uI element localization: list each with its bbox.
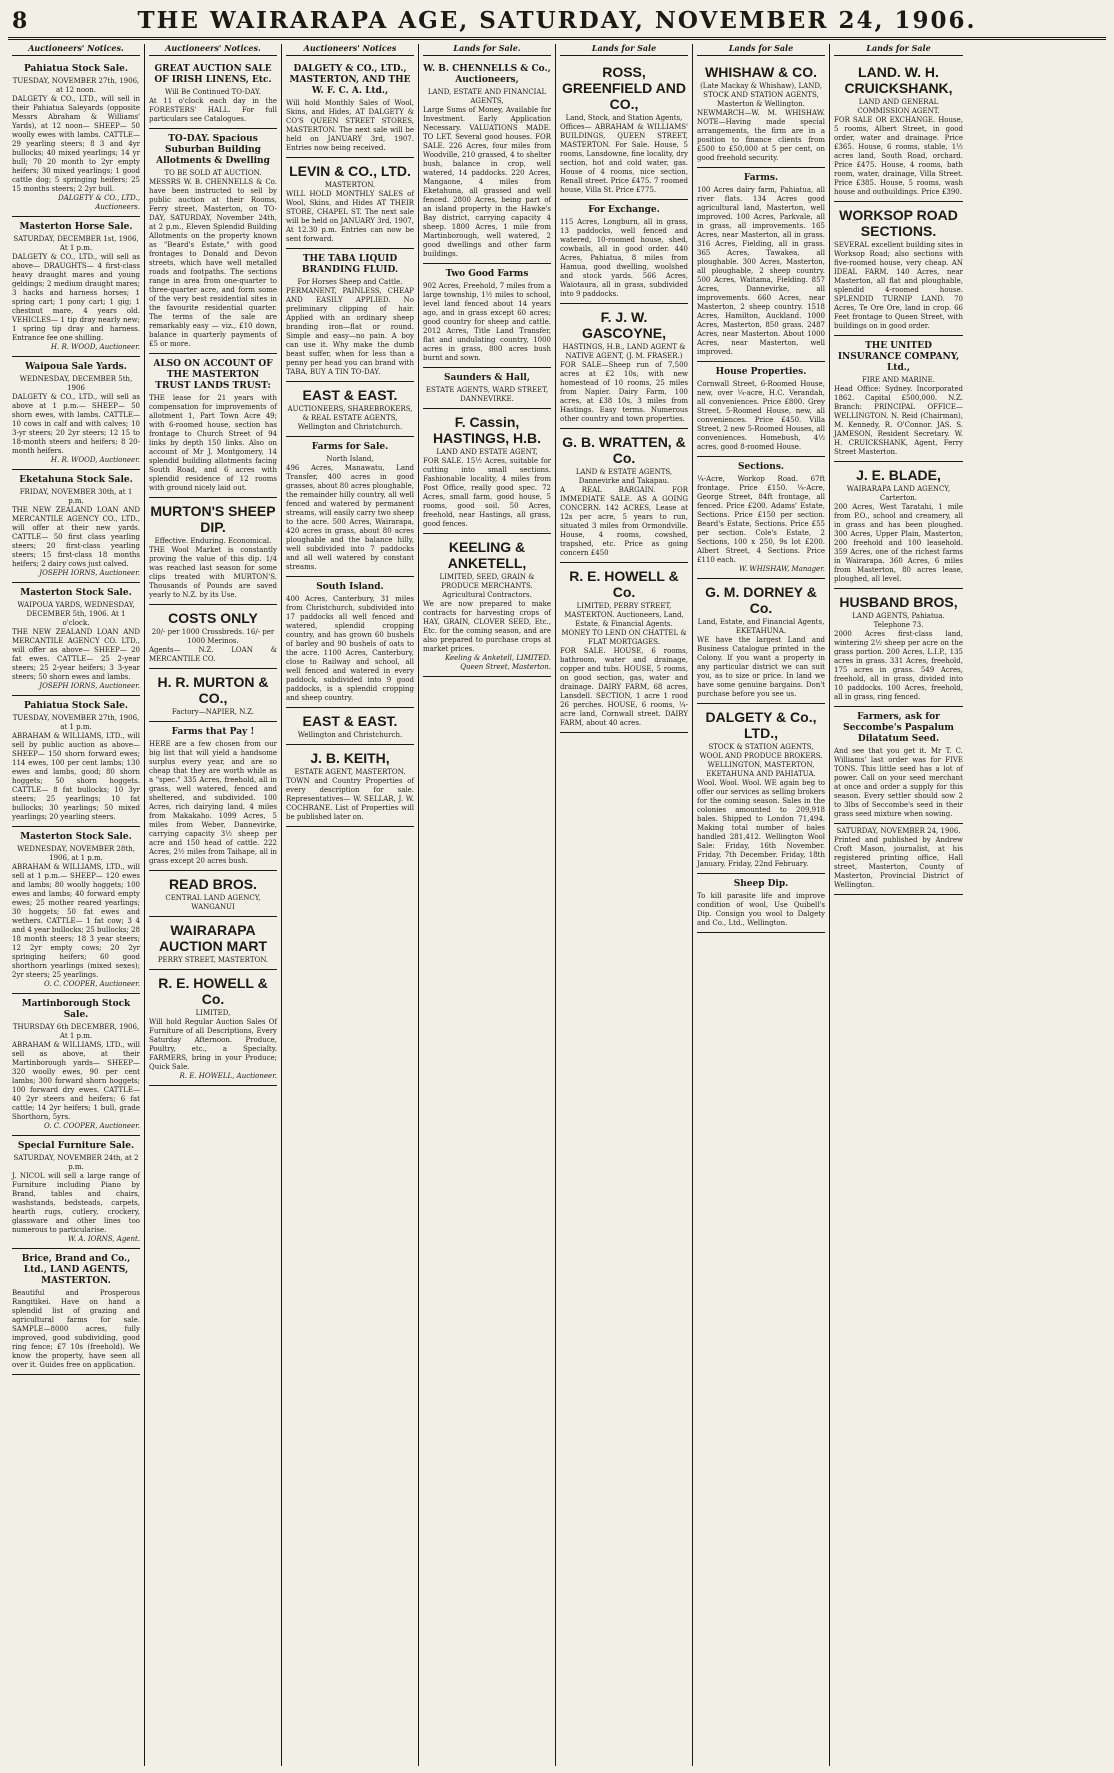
advertisement: [423, 368, 551, 409]
advertisement: [12, 217, 140, 357]
ad-body: DALGETY & CO., LTD., will sell as above— DRAUGHTS— 4 first-class heavy draught mares and young geldings; 2 medium draught mares; 3 hacks and harness horses; 1 spring cart; 1 pony cart; 1 gig; 1 chestnut mare, 4 years old. VEHICLES— 1 tip dray nearly new; 1 spring tip dray and harness. Entrance fee one shilling.: [12, 253, 140, 342]
ad-subheading: MASTERTON.: [324, 181, 376, 189]
ad-subheading: North Island,: [326, 455, 374, 463]
ad-body: DALGETY & CO., LTD., will sell as above at 1 p.m.— SHEEP— 50 shorn ewes, with lambs. CATTLE— 10 cows in calf and with calves; 10 3-yr steers; 20 2yr steers; 12 15 to 18-month steers and heifers; 8 20-month heifers.: [12, 393, 140, 455]
ad-body: 496 Acres, Manawatu, Land Transfer, 400 acres in good grasses, about 80 acres ploughable, the remainder hilly country, all well fenced and watered by permanent streams, will easily carry two sheep to the acre. 500 Acres, Wairarapa, 420 acres in grass, about 80 acres ploughable and the balance hilly, well subdivided into 7 paddocks and all well watered by constant streams.: [286, 464, 415, 571]
ad-heading: MURTON'S SHEEP DIP.: [150, 503, 276, 535]
ad-subheading: FIRE AND MARINE.: [862, 376, 935, 384]
advertisement: [149, 605, 277, 669]
ad-body: THE lease for 21 years with compensation for improvements of allotment 1, Part Town Acre 49; with 6-roomed house, section has frontage to Church Street of 94 links by depth 150 links. Also on account of Mr J. Montgomery, 14 splendid building allotments facing South Road, and 6 acres with splendid residence of 12 rooms with ground nicely laid out.: [149, 394, 277, 492]
ad-subheading: Land, Estate, and Financial Agents, EKETAHUNA.: [697, 618, 825, 635]
ad-subheading: HASTINGS, H.B., LAND AGENT & NATIVE AGENT, (J. M. FRASER.): [562, 343, 686, 360]
advertisement: [560, 304, 688, 429]
advertisement: [286, 577, 414, 708]
ad-subheading: LAND, ESTATE AND FINANCIAL AGENTS,: [427, 88, 547, 105]
ad-subheading: ESTATE AGENT, MASTERTON.: [294, 768, 406, 776]
ad-heading: H. R. MURTON & CO.,: [157, 674, 269, 706]
ad-body: 902 Acres, Freehold, 7 miles from a large township, 1½ miles to school, level land fenced about 14 years ago, and in grass except 60 acres; good country for sheep and cattle. 2012 Acres, Title Land Transfer, flat and undulating country, 1000 acres in grass, 800 acres bush burnt and sown.: [423, 282, 551, 362]
ad-subheading: WEDNESDAY, NOVEMBER 28th, 1906, at 1 p.m.: [17, 845, 135, 862]
ad-subheading: Land, Stock, and Station Agents,: [565, 114, 683, 122]
ad-subheading: Effective. Enduring. Economical.: [154, 537, 272, 545]
advertisement: [12, 1249, 140, 1375]
advertisement: [149, 354, 277, 498]
advertisement: [423, 409, 551, 534]
ad-heading: Pahiatua Stock Sale.: [24, 64, 128, 74]
ad-body: THE NEW ZEALAND LOAN AND MERCANTILE AGENCY CO. LTD., will offer as above— SHEEP— 20 fat ewes. CATTLE— 25 2-year steers; 25 2-year heifers; 3 3-year steers; 50 shorn ewes and lambs.: [12, 628, 140, 681]
ad-body: TOWN and Country Properties of every description for sale. Representatives— W. SELLAR, J. W. COCHRANE. List of Properties will be published later on.: [286, 777, 414, 821]
ad-heading: Waipoua Sale Yards.: [25, 362, 127, 372]
advertisement: [834, 202, 963, 336]
ad-body: 400 Acres, Canterbury, 31 miles from Christchurch, subdivided into 17 paddocks all well fenced and watered, splendid cropping country, and has grown 60 bushels of barley and 90 bushels of oats to the acre. 1100 Acres, Canterbury, close to Railway and school, all well fenced and watered in every paddock, subdivided into 9 good paddocks, is a splendid cropping and sheep country.: [286, 595, 414, 702]
ad-signature: H. R. WOOD, Auctioneer.: [50, 456, 140, 464]
ad-heading: LEVIN & CO., LTD.: [289, 163, 411, 179]
ad-heading: Farms that Pay !: [171, 727, 255, 737]
advertisement: [697, 874, 825, 933]
advertisement: [697, 457, 825, 579]
ad-subheading: LAND AND GENERAL COMMISSION AGENT.: [857, 98, 940, 115]
ad-body: A REAL BARGAIN. FOR IMMEDIATE SALE. AS A GOING CONCERN. 142 ACRES, Lease at 12s per acre, 5 years to run, situated 3 miles from Ormondville. House, 4 rooms, cowshed, trapshed, etc. Price as going concern £450: [560, 486, 688, 557]
ad-subheading: AUCTIONEERS, SHAREBROKERS, & REAL ESTATE AGENTS, Wellington and Christchurch.: [287, 405, 413, 431]
advertisement: [149, 722, 277, 871]
ad-subheading: TO BE SOLD AT AUCTION.: [164, 169, 262, 177]
ad-heading: Masterton Stock Sale.: [20, 832, 132, 842]
ad-body: Beautiful and Prosperous Rangitikei. Have on hand a splendid list of grazing and agricultural farms for sale. SAMPLE—8000 acres, fully improved, good subdividing, good ring fence; £7 10s (freehold). We know the property, have seen all over it. Guides free on application.: [12, 1289, 140, 1369]
ad-heading: GREAT AUCTION SALE OF IRISH LINENS, Etc.: [154, 64, 272, 85]
advertisement: [286, 59, 414, 158]
advertisement: [834, 462, 963, 589]
advertisement: [560, 200, 688, 304]
ad-heading: Farms for Sale.: [311, 442, 389, 452]
ad-signature: JOSEPH IORNS, Auctioneer.: [39, 569, 140, 577]
advertisement: [834, 336, 963, 462]
ad-body: At 11 o'clock each day in the FORESTERS' HALL. For full particulars see Catalogues.: [149, 97, 277, 123]
ad-subheading: SATURDAY, DECEMBER 1st, 1906, At 1 p.m.: [13, 235, 139, 252]
ad-heading: WAIRARAPA AUCTION MART: [158, 922, 268, 954]
ad-subheading: ESTATE AGENTS, WARD STREET, DANNEVIRKE.: [425, 386, 549, 403]
advertisement: [423, 59, 551, 264]
advertisement: [697, 704, 825, 874]
advertisement: [834, 589, 963, 707]
ad-heading: TO-DAY. Spacious Suburban Building Allotments & Dwelling: [156, 134, 270, 166]
ad-heading: F. Cassin, HASTINGS, H.B.: [432, 414, 542, 446]
ad-body: Head Office: Sydney. Incorporated 1862. Capital £500,000. N.Z. Branch: PRINCIPAL OFFICE—WELLINGTON. N. Reid (Chairman), M. Kennedy, R. O'Connor. JAS. S. JAMESON, Resident Secretary. W. H. CRUICKSHANK, Agent, Ferry Street Masterton.: [834, 385, 963, 456]
ad-heading: EAST & EAST.: [302, 387, 398, 403]
ad-heading: W. B. CHENNELLS & Co., Auctioneers,: [423, 64, 551, 85]
ad-body: PERMANENT, PAINLESS, CHEAP AND EASILY APPLIED. No preliminary clipping of hair. Applied with an ordinary sheep branding iron—flat or round. Simple and easy—no pain. A boy can use it. Why make the dumb beast suffer, when for less than a penny per head you can brand with TABA, BUY A TIN TO-DAY.: [286, 287, 414, 376]
ad-signature: W. WHISHAW, Manager.: [738, 565, 825, 573]
ad-heading: WHISHAW & CO.: [705, 64, 817, 80]
columns: [8, 44, 1106, 1766]
ad-body: Printed and published by Andrew Croft Mason, journalist, at his registered printing office, Hall street, Masterton, County of Masterton, Provincial District of Wellington.: [834, 836, 963, 889]
ad-heading: J. B. KEITH,: [310, 750, 390, 766]
advertisement: [286, 158, 414, 249]
advertisement: [560, 429, 688, 563]
ad-heading: Farms.: [743, 173, 779, 183]
advertisement: [149, 970, 277, 1086]
ad-subheading: SATURDAY, NOVEMBER 24th, at 2 p.m.: [13, 1154, 139, 1171]
masthead: [8, 6, 1106, 40]
ad-subheading: (Late Mackay & Whishaw), LAND, STOCK AND STATION AGENTS, Masterton & Wellington.: [700, 82, 822, 108]
ad-body: 115 Acres, Longburn, all in grass, 13 paddocks, well fenced and watered, 10-roomed house, shed, cowbails, all in good order. 440 Acres, Pahiatua, 8 miles from Hamua, good dwelling, woolshed and stock yards. 566 Acres, Waiotaura, all in grass, subdivided into 9 paddocks.: [560, 218, 688, 298]
advertisement: [149, 871, 277, 917]
ad-body: Will hold Regular Auction Sales Of Furniture of all Descriptions, Every Saturday Afternoon. Produce, Poultry, etc., a Specialty. FARMERS, bring in your Produce; Quick Sale.: [149, 1018, 277, 1071]
newspaper-title: THE WAIRARAPA AGE, SATURDAY, NOVEMBER 24, 1906.: [137, 7, 977, 34]
ad-body: MESSRS W. B. CHENNELLS & Co. have been instructed to sell by public auction at their Rooms, Ferry street, Masterton, on TO-DAY, SATURDAY, November 24th, at 2 p.m., Eleven Splendid Building Allotments on the property known as "Beard's Estate," with good frontages to Donald and Devon streets, which have well metalled roads and footpaths. The sections range in area from one-quarter to three-quarter acre, and form some of the very best residential sites in the favourite residential quarter. The terms of the sale are remarkably easy — viz., £10 down, balance in quarterly payments of £5 or more.: [149, 178, 277, 348]
advertisement: [697, 59, 825, 168]
column-header: Lands for Sale: [560, 44, 688, 56]
ad-body: And see that you get it. Mr T. C. Williams' last order was for FIVE TONS. This little seed has a lot of power. Call on your seed merchant at once and order a supply for this season. Every settler should sow 2 to 3lbs of Seccombe's seed in their grass seed mixture when sowing.: [834, 747, 963, 818]
advertisement: [286, 708, 414, 745]
column-header: Auctioneers' Notices.: [12, 44, 140, 56]
advertisement: [12, 470, 140, 583]
ad-heading: DALGETY & Co., LTD.,: [705, 709, 817, 741]
ad-heading: R. E. HOWELL & Co.: [569, 568, 679, 600]
advertisement: [697, 579, 825, 704]
ad-signature: H. R. WOOD, Auctioneer.: [50, 343, 140, 351]
ad-heading: Eketahuna Stock Sale.: [19, 475, 133, 485]
advertisement: [12, 1136, 140, 1249]
ad-subheading: LAND AND ESTATE AGENT,: [436, 448, 538, 456]
advertisement: [149, 917, 277, 970]
advertisement: [286, 382, 414, 437]
advertisement: [834, 707, 963, 824]
ad-body: NEWMARCH—W. M. WHISHAW. NOTE—Having made special arrangements, the firm are in a position to finance clients from £500 to £50,000 at 5 per cent, on good freehold security.: [697, 109, 825, 162]
ad-heading: For Exchange.: [588, 205, 660, 215]
ad-heading: WORKSOP ROAD SECTIONS.: [839, 207, 958, 239]
ad-body: FOR SALE. HOUSE, 6 rooms, bathroom, water and drainage, copper and tubs. HOUSE, 5 rooms, on good section, gas, water and drainage. DAIRY FARM, 68 acres, Lansdell. SECTION, 1 acre 1 rood 26 perches. HOUSE, 6 rooms, ¼-acre land, Cornwall street. DAIRY FARM, about 40 acres.: [560, 647, 688, 727]
advertisement: [286, 249, 414, 382]
ad-heading: HUSBAND BROS,: [839, 594, 958, 610]
ad-subheading: LIMITED, PERRY STREET, MASTERTON. Auctioneers, Land, Estate, & Financial Agents. MONEY TO LEND ON CHATTEL & FLAT MORTGAGES.: [561, 602, 687, 646]
column-header: Auctioneers' Notices: [286, 44, 414, 56]
ad-heading: Brice, Brand and Co., Ltd., LAND AGENTS, MASTERTON.: [21, 1254, 131, 1286]
ad-heading: Sections.: [737, 462, 785, 472]
advertisement: [12, 994, 140, 1136]
ad-heading: J. E. BLADE,: [856, 467, 941, 483]
ad-heading: COSTS ONLY: [168, 610, 258, 626]
ad-body: FOR SALE OR EXCHANGE. House, 5 rooms, Albert Street, in good order, water and drainage. Price £365. House, 6 rooms, stable, 1½ acres land, South Road, orchard. Price £475. House, 4 rooms, bath room, water, drainage, Villa Street. Price £385. House, 5 rooms, wash house and outbuildings. Price £390.: [834, 116, 963, 196]
ad-heading: Masterton Stock Sale.: [20, 588, 132, 598]
ad-subheading: Factory—NAPIER, N.Z.: [171, 708, 255, 716]
column-5: [556, 44, 693, 1766]
ad-body: THE NEW ZEALAND LOAN AND MERCANTILE AGENCY CO., LTD., will offer at their new yards. CATTLE— 50 first class yearling steers; 20 first-class yearling steers; 15 first-class 18 months heifers; 2 dairy cows just calved.: [12, 506, 140, 568]
advertisement: [149, 498, 277, 605]
column-6: [693, 44, 830, 1766]
ad-heading: South Island.: [316, 582, 384, 592]
ad-heading: Pahiatua Stock Sale.: [24, 701, 128, 711]
ad-signature: DALGETY & CO., LTD., Auctioneers.: [58, 194, 140, 211]
ad-subheading: LAND & ESTATE AGENTS, Dannevirke and Takapau.: [575, 468, 673, 485]
ad-heading: Masterton Horse Sale.: [19, 222, 133, 232]
ad-body: 2000 Acres first-class land, wintering 2½ sheep per acre on the grass portion. 200 Acres, L.I.P., 135 acres in grass. 331 Acres, freehold, 175 acres in grass. 549 Acres, freehold, all in grass, divided into 10 paddocks. 100 Acres, freehold, all in grass, ring fenced.: [834, 630, 963, 701]
column-7: [830, 44, 967, 1766]
ad-body: HERE are a few chosen from our big list that will yield a handsome surplus every year, and are so cheap that they are worth while as a "spec." 335 Acres, freehold, all in grass, well watered, fenced and sheltered, and subdivided. 100 Acres, rich dairying land, 4 miles from Makakaho. 1099 Acres, 5 miles from Weber, Dannevirke, carrying capacity 3½ sheep per acre and 150 head of cattle. 222 Acres, 2½ miles from Taihape, all in grass except 20 acres bush.: [149, 740, 277, 865]
advertisement: [560, 59, 688, 200]
ad-subheading: TUESDAY, NOVEMBER 27th, 1906, at 12 noon.: [12, 77, 140, 94]
advertisement: [286, 437, 414, 577]
advertisement: [697, 168, 825, 362]
ad-body: FOR SALE—Sheep run of 7,500 acres at £2 10s, with new homestead of 10 rooms, 25 miles from Napier. Dairy Farm, 100 acres, at £38 10s, 3 miles from Hastings. Easy terms. Numerous other country and town properties.: [560, 361, 688, 423]
ad-body: ABRAHAM & WILLIAMS, LTD., will sell at 1 p.m.— SHEEP— 120 ewes and lambs; 80 woolly hoggets; 100 ewes and lambs; 40 forward empty ewes; 25 mother reared yearlings; 30 hoggets; 50 fat ewes and wethers. CATTLE— 1 fat cow; 3 4 and 4 year bullocks; 25 bullocks; 28 18 month steers; 18 3 year steers; 12 2yr empty cows; 20 2yr springing heifers; 60 good shorthorn yearlings (mixed sexes); 2yr steers; 25 yearlings.: [12, 863, 140, 979]
ad-body: SEVERAL excellent building sites in Worksop Road; also sections with five-roomed house, very cheap. AN IDEAL FARM. 140 Acres, near Masterton, all flat and ploughable, splendid 4-roomed house. SPLENDID TURNIP LAND. 70 Acres, Te Ore Ore, land in crop. 66 Feet frontage to Queen Street, with buildings on in good order.: [834, 241, 963, 330]
ad-body: Cornwall Street, 6-Roomed House, new, over ¼-acre, H.C. Verandah, all conveniences. Price £800. Grey Street, 5-Roomed House, new, all conveniences. Price £450. Villa Street, 2 new 5-Roomed Houses, all conveniences. Homebush, 4½ acres, good 8-roomed House.: [697, 380, 825, 451]
page-number: 8: [12, 8, 28, 34]
column-header: Auctioneers' Notices.: [149, 44, 277, 56]
advertisement: [423, 264, 551, 368]
ad-body: WE have the largest Land and Business Catalogue printed in the Colony. If you want a property in any particular district we can suit you, as to size or price. In land we have some genuine bargains. Don't purchase before you see us.: [697, 636, 825, 698]
ad-body: Wool. Wool. Wool. WE again beg to offer our services as selling brokers for the coming season. Sales in the colonies amounted to 209,918 bales. Shipped to London 71,494. Making total number of bales handled 281,412. Wellington Wool Sale: Friday, 16th November. Friday, 7th December. Friday, 18th January. Friday, 22nd February.: [697, 779, 825, 868]
ad-subheading: WEDNESDAY, DECEMBER 5th, 1906: [19, 375, 133, 392]
ad-subheading: THURSDAY 6th DECEMBER, 1906, At 1 p.m.: [12, 1023, 140, 1040]
ad-signature: O. C. COOPER, Auctioneer.: [43, 1122, 140, 1130]
ad-body: ABRAHAM & WILLIAMS, LTD., will sell by public auction as above— SHEEP— 150 shorn forward ewes; 114 ewes, 100 per cent lambs; 130 ewes and lambs, good; 80 shorn hoggets; 50 shorn hoggets. CATTLE— 8 fat bullocks; 10 3yr steers; 25 yearlings; 10 fat bullocks; 30 yearlings; 50 mixed yearlings; 20 yearling steers.: [12, 732, 140, 821]
ad-heading: Two Good Farms: [445, 269, 529, 279]
ad-heading: G. M. DORNEY & Co.: [705, 584, 817, 616]
ad-heading: THE UNITED INSURANCE COMPANY, Ltd.,: [837, 341, 960, 373]
advertisement: [149, 59, 277, 129]
ad-body: To kill parasite life and improve condition of wool, Use Quibell's Dip. Consign you wool to Dalgety and Co., Ltd., Wellington.: [697, 892, 825, 927]
ad-body: 100 Acres dairy farm, Pahiatua, all river flats. 134 Acres good agricultural land, Masterton, well improved. 100 Acres, Parkvale, all in grass, all improvements. 165 Acres, near Masterton, all in grass. 316 Acres, Fielding, all in grass. 365 Acres, Tawakea, all ploughable. 300 Acres, Masterton, all ploughable, 2 sheep country. 500 Acres, Waitama, Fielding. 857 Acres, Dannevirke, all improvements. 660 Acres, near Masterton, 2 sheep country. 1518 Acres, Hamilton, Auckland. 1000 Acres, Masterton, 850 grass. 2487 Acres, near Masterton. About 1000 Acres, near Masterton, well improved.: [697, 186, 825, 356]
advertisement: [12, 357, 140, 470]
ad-signature: Keeling & Anketell, LIMITED. Queen Street, Masterton.: [444, 654, 551, 671]
ad-heading: EAST & EAST.: [302, 713, 398, 729]
ad-heading: House Properties.: [715, 367, 807, 377]
advertisement: [834, 824, 963, 895]
advertisement: [697, 362, 825, 457]
ad-body: DALGETY & CO., LTD., will sell in their Pahiatua Saleyards (opposite Messrs Abraham & Williams' Yards), at 12 noon— SHEEP— 50 woolly ewes with lambs. CATTLE— 29 yearling steers; 8 3 and 4yr bullocks; 40 mixed yearlings; 14 yr bull; 70 20 month to 2yr empty heifers; 30 mixed yearlings; 1 good cattle dog; 5 springing heifers; 25 15 months steers; 2 2yr bull.: [12, 95, 140, 193]
advertisement: [149, 129, 277, 354]
ad-body: Offices— ABRAHAM & WILLIAMS' BUILDINGS, QUEEN STREET, MASTERTON. For Sale. House, 5 rooms, Lansdowne, fine locality, dry section, hot and cold water, gas. House of 4 rooms, nice section, Renall street. Price £475. 7 roomed house, Villa St. Price £775.: [560, 123, 688, 194]
advertisement: [423, 534, 551, 677]
ad-body: FOR SALE. 15½ Acres, suitable for cutting into small sections. Fashionable locality, 4 miles from Post Office, really good spec. 72 Acres, small farm, good house, 5 rooms, good soil. 50 Acres, freehold, near Hastings, all grass, good fences.: [423, 457, 551, 528]
ad-body: THE Wool Market is constantly proving the value of this dip. 1/4 was reached last season for some clips treated with MURTON'S. Thousands of Pounds are saved yearly to N.Z. by its Use.: [149, 546, 277, 599]
advertisement: [12, 696, 140, 827]
ad-subheading: WAIPOUA YARDS, WEDNESDAY, DECEMBER 5th, 1906. At 1 o'clock.: [17, 601, 135, 627]
ad-body: ¼-Acre, Workop Road. 67ft frontage. Price £150. ¼-Acre, George Street, 84ft frontage, all fenced. Price £200. Adams' Estate, Sections. Price £150 per section. Beard's Estate, Sections. Price £55 per section. Cole's Estate, 2 Sections, 100 x 250, 9s lot £200. Albert Street, 4 Sections. Price £110 each.: [697, 475, 825, 564]
ad-subheading: PERRY STREET, MASTERTON.: [157, 956, 269, 964]
ad-heading: Farmers, ask for Seccombe's Paspalum Dilatatum Seed.: [843, 712, 954, 744]
column-header: Lands for Sale: [834, 44, 963, 56]
ad-body: Agents— N.Z. LOAN & MERCANTILE CO.: [149, 646, 277, 663]
advertisement: [12, 583, 140, 696]
ad-signature: O. C. COOPER, Auctioneer.: [43, 980, 140, 988]
advertisement: [149, 669, 277, 722]
ad-subheading: 20/- per 1000 Crossbreds. 16/- per 1000 Merinos.: [151, 628, 275, 645]
advertisement: [286, 745, 414, 827]
ad-heading: Special Furniture Sale.: [17, 1141, 135, 1151]
advertisement: [560, 563, 688, 733]
ad-subheading: LIMITED,: [195, 1009, 231, 1017]
ad-body: We are now prepared to make contracts for harvesting crops of HAY, GRAIN, CLOVER SEED, Etc., Etc. for the coming season, and are also prepared to purchase crops at market prices.: [423, 600, 551, 653]
ad-signature: W. A. IORNS, Agent.: [67, 1235, 140, 1243]
ad-subheading: TUESDAY, NOVEMBER 27th, 1906, at 1 p.m.: [12, 714, 140, 731]
advertisement: [834, 59, 963, 202]
ad-subheading: LIMITED, SEED, GRAIN & PRODUCE MERCHANTS. Agricultural Contractors.: [439, 573, 535, 599]
ad-heading: R. E. HOWELL & Co.: [158, 975, 268, 1007]
ad-subheading: WAIRARAPA LAND AGENCY, Carterton.: [846, 485, 951, 502]
ad-body: Large Sums of Money, Available for Investment. Early Application Necessary. VALUATIONS MADE. TO LET. Several good houses. FOR SALE. 226 Acres, four miles from Woodville, 210 grassed, 4 to shelter bush, balance in crop, well watered, 14 paddocks. 220 Acres, Mangaone, 4 miles from Eketahuna, all grassed and well fenced. 2800 Acres, being part of an island property in the Hawke's Bay district, carrying capacity 4 sheep. 1800 Acres, 1 mile from Martinborough, well watered, 2 good dwellings and other farm buildings.: [423, 106, 551, 258]
ad-heading: G. B. WRATTEN, & Co.: [562, 434, 686, 466]
ad-body: J. NICOL will sell a large range of Furniture including Piano by Brand, tables and chairs, washstands, bedsteads, carpets, hearth rugs, cutlery, crockery, glassware and other lines too numerous to particularise.: [12, 1172, 140, 1234]
ad-body: ABRAHAM & WILLIAMS, LTD., will sell as above, at their Martinborough yards— SHEEP— 320 woolly ewes, 90 per cent lambs; 300 forward shorn hoggets; 100 forward dry ewes. CATTLE— 40 2yr steers and heifers; 6 fat cattle; 14 2yr heifers; 1 bull, grade Shorthorn, 5yrs.: [12, 1041, 140, 1121]
ad-heading: KEELING & ANKETELL,: [447, 539, 527, 571]
ad-heading: ROSS, GREENFIELD AND CO.,: [562, 64, 686, 112]
ad-heading: Sheep Dip.: [733, 879, 789, 889]
ad-heading: LAND. W. H. CRUICKSHANK,: [844, 64, 953, 96]
ad-subheading: FRIDAY, NOVEMBER 30th, at 1 p.m.: [19, 488, 133, 505]
ad-heading: Saunders & Hall,: [444, 373, 530, 383]
ad-subheading: LAND AGENTS, Pahiatua. Telephone 73.: [852, 612, 945, 629]
ad-body: 200 Acres, West Taratahi, 1 mile from P.O., school and creamery, all in grass and has been ploughed. 300 Acres, Upper Plain, Masterton, 200 freehold and 100 leasehold. 359 Acres, one of the richest farms in Wairarapa. 360 Acres, 6 miles from Masterton, 80 acres lease, ploughed, all level.: [834, 503, 963, 583]
ad-heading: READ BROS.: [169, 876, 257, 892]
column-header: Lands for Sale.: [423, 44, 551, 56]
column-2: [145, 44, 282, 1766]
column-header: Lands for Sale: [697, 44, 825, 56]
advertisement: [12, 827, 140, 994]
ad-heading: THE TABA LIQUID BRANDING FLUID.: [301, 254, 399, 275]
column-4: [419, 44, 556, 1766]
ad-subheading: For Horses Sheep and Cattle.: [297, 278, 403, 286]
ad-signature: R. E. HOWELL, Auctioneer.: [179, 1072, 277, 1080]
ad-heading: DALGETY & CO., LTD., MASTERTON, AND THE W. F. C. A. Ltd.,: [289, 64, 411, 96]
ad-subheading: CENTRAL LAND AGENCY, WANGANUI: [165, 894, 261, 911]
ad-subheading: Wellington and Christchurch.: [297, 731, 403, 739]
ad-subheading: SATURDAY, NOVEMBER 24, 1906.: [836, 827, 961, 835]
ad-body: WILL HOLD MONTHLY SALES of Wool, Skins, and Hides AT THEIR STORE, CHAPEL ST. The next sale will be held on JANUARY 3rd, 1907, At 12.30 p.m. Entries can now be sent forward.: [286, 190, 414, 243]
ad-heading: F. J. W. GASCOYNE,: [581, 309, 666, 341]
ad-body: Will hold Monthly Sales of Wool, Skins, and Hides, AT DALGETY & CO'S QUEEN STREET STORES, MASTERTON. The next sale will be held on JANUARY 3rd, 1907. Entries now being received.: [286, 99, 414, 152]
ad-heading: ALSO ON ACCOUNT OF THE MASTERTON TRUST LANDS TRUST:: [153, 359, 273, 391]
ad-subheading: STOCK & STATION AGENTS, WOOL AND PRODUCE BROKERS. WELLINGTON, MASTERTON, EKETAHUNA AND PAHIATUA.: [699, 743, 823, 778]
ad-heading: Martinborough Stock Sale.: [21, 999, 131, 1020]
column-1: [8, 44, 145, 1766]
column-3: [282, 44, 419, 1766]
ad-signature: JOSEPH IORNS, Auctioneer.: [39, 682, 140, 690]
ad-subheading: Will Be Continued TO-DAY.: [165, 88, 261, 96]
advertisement: [12, 59, 140, 217]
